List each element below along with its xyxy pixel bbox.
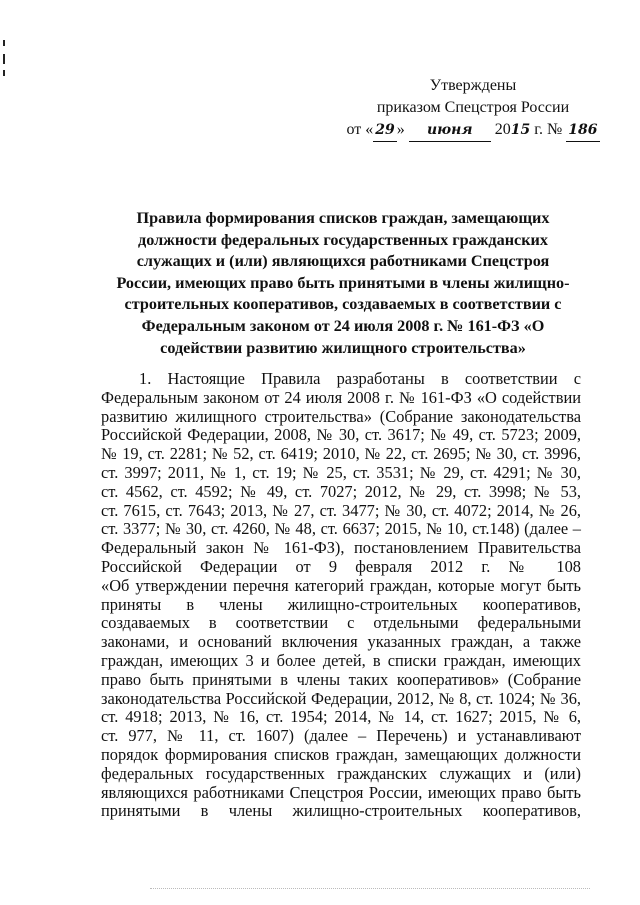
approval-line-approved: Утверждены xyxy=(429,77,517,94)
paragraph-line: приняты в члены жилищно-строительных кооперативов, xyxy=(101,594,581,614)
paragraph-line: № 19, ст. 2281; № 52, ст. 6419; 2010, № 22, ст. 2695; № 30, ст. 3996, xyxy=(101,444,581,464)
paragraph-line: Федеральным законом от 24 июля 2008 г. № 161-ФЗ «О содействии xyxy=(101,387,581,407)
approval-line-date xyxy=(338,119,608,142)
paragraph-line: развитию жилищного строительства» (Собрание законодательства xyxy=(101,406,581,426)
paragraph-line: ст. 4562, ст. 4592; № 49, ст. 7027; 2012, № 29, ст. 3998; № 53, xyxy=(101,481,581,501)
paragraph-line: создаваемых в соответствии с отдельными федеральными xyxy=(101,613,581,633)
paragraph-line: законами, и оснований включения указанных граждан, а также xyxy=(101,632,581,652)
paragraph-line: ст. 3377; № 30, ст. 4260, № 48, ст. 6637; 2015, № 10, ст.148) (далее – xyxy=(101,519,581,539)
paragraph-line: законодательства Российской Федерации, 2012, № 8, ст. 1024; № 36, xyxy=(101,688,581,708)
paragraph-line: принятыми в члены жилищно-строительных кооперативов, xyxy=(101,801,581,821)
paragraph-line: Российской Федерации, 2008, № 30, ст. 3617; № 49, ст. 5723; 2009, xyxy=(101,425,581,445)
paragraph-line: порядок формирования списков граждан, замещающих должности xyxy=(101,744,581,764)
paragraph-line: федеральных государственных гражданских служащих и (или) xyxy=(101,763,581,783)
order-number-handwritten: 186 xyxy=(566,119,599,142)
title-line: строительных кооперативов, создаваемых в соответствии с xyxy=(124,295,562,314)
paragraph-line: ст. 4918; 2013, № 16, ст. 1954; 2014, № 14, ст. 1627; 2015, № 6, xyxy=(101,707,581,727)
paragraph-line: Российской Федерации от 9 февраля 2012 г. № 108 xyxy=(101,556,581,576)
date-prefix: от « xyxy=(346,121,374,138)
document-title xyxy=(100,208,586,359)
year-suffix: г. № xyxy=(534,121,563,138)
date-month-handwritten: июня xyxy=(409,119,491,142)
scan-bottom-dots xyxy=(150,882,590,889)
paragraph-line: право быть принятыми в члены таких кооперативов» (Собрание xyxy=(101,669,581,689)
paragraph-line: граждан, имеющих 3 и более детей, в списки граждан, имеющих xyxy=(101,650,581,670)
title-line: России, имеющих право быть принятыми в члены жилищно- xyxy=(116,273,570,292)
date-quote-close: » xyxy=(396,121,405,138)
title-line: служащих и (или) являющихся работниками Спецстроя xyxy=(136,252,550,271)
scan-edge-marks xyxy=(0,40,10,80)
paragraph-line: ст. 977, № 11, ст. 1607) (далее – Перечень) и устанавливают xyxy=(101,726,581,746)
title-line: должности федеральных государственных гражданских xyxy=(138,230,548,249)
year-prefix: 20 xyxy=(494,121,511,138)
year-handwritten: 15 xyxy=(510,122,531,138)
paragraph-line: Федеральный закон № 161-ФЗ), постановлением Правительства xyxy=(101,538,581,558)
title-line: Федеральным законом от 24 июля 2008 г. № 161-ФЗ «О xyxy=(141,316,545,335)
title-line: содействии развитию жилищного строительства» xyxy=(160,338,526,357)
paragraph-line: ст. 7615, ст. 7643; 2013, № 27, ст. 3477; № 30, ст. 4072; 2014, № 26, xyxy=(101,500,581,520)
paragraph-line: являющихся работниками Спецстроя России, имеющих право быть xyxy=(101,782,581,802)
paragraph-line: 1. Настоящие Правила разработаны в соответствии с xyxy=(139,369,581,388)
title-line: Правила формирования списков граждан, замещающих xyxy=(136,209,550,227)
date-day-handwritten: 29 xyxy=(373,119,396,142)
approval-line-order: приказом Спецстроя России xyxy=(376,99,570,116)
document-body xyxy=(101,370,581,821)
paragraph-line: «Об утверждении перечня категорий граждан, которые могут быть xyxy=(101,575,581,595)
paragraph-line: ст. 3997; 2011, № 1, ст. 19; № 25, ст. 3531; № 29, ст. 4291; № 30, xyxy=(101,462,581,482)
approval-stamp xyxy=(338,75,608,142)
